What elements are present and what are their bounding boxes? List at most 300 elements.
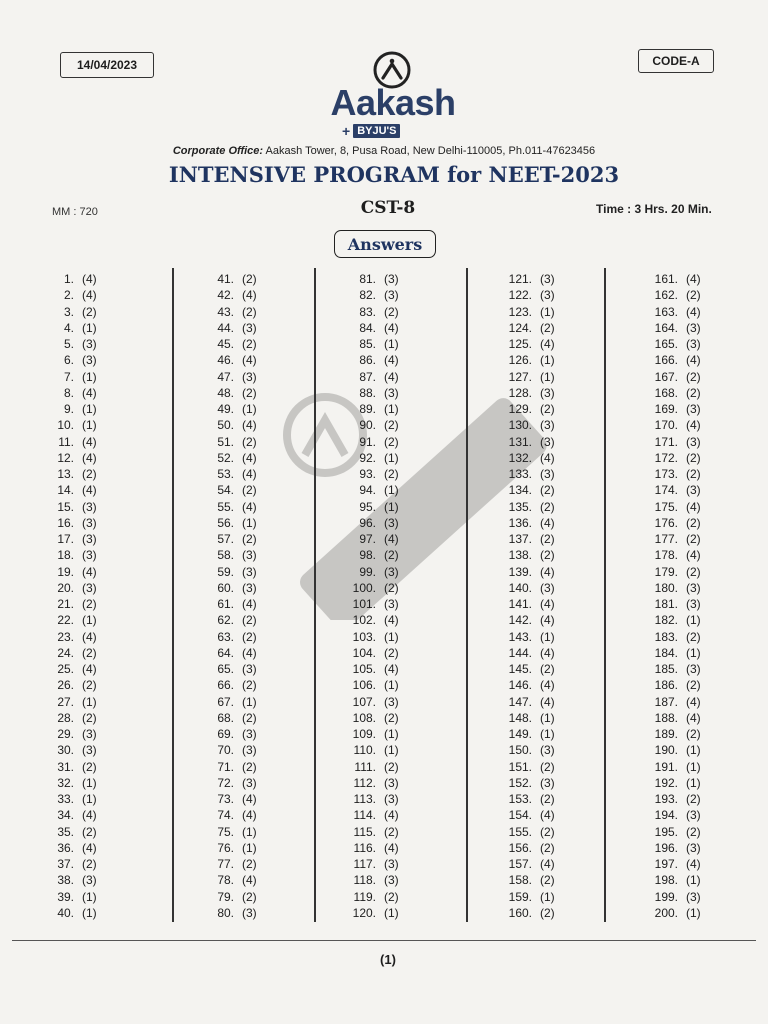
- answer-row: [486, 792, 555, 806]
- answer-option: (4): [540, 613, 555, 627]
- question-number: 73.: [217, 792, 234, 806]
- answer-option: (3): [82, 337, 97, 351]
- answer-option: (2): [540, 532, 555, 546]
- question-number: 129.: [508, 402, 532, 416]
- answer-row: [40, 857, 97, 871]
- question-number: 10.: [57, 418, 74, 432]
- answer-option: (4): [540, 565, 555, 579]
- answer-row: [40, 890, 97, 904]
- answer-row: [632, 613, 701, 627]
- answer-row: [188, 613, 257, 627]
- answer-option: (1): [540, 711, 555, 725]
- answers-heading-label: Answers: [347, 234, 423, 254]
- answer-row: [632, 857, 701, 871]
- answer-row: [632, 743, 701, 757]
- answer-row: [40, 711, 97, 725]
- answer-option: (3): [686, 435, 701, 449]
- question-number: 79.: [217, 890, 234, 904]
- answer-row: [40, 548, 97, 562]
- answer-row: [330, 743, 399, 757]
- answer-row: [330, 873, 399, 887]
- question-number: 29.: [57, 727, 74, 741]
- question-number: 184.: [654, 646, 678, 660]
- answer-row: [188, 808, 257, 822]
- answer-row: [632, 565, 701, 579]
- question-number: 96.: [359, 516, 376, 530]
- answer-option: (4): [686, 548, 701, 562]
- question-number: 70.: [217, 743, 234, 757]
- question-number: 74.: [217, 808, 234, 822]
- question-number: 168.: [654, 386, 678, 400]
- answer-option: (3): [686, 483, 701, 497]
- question-number: 67.: [217, 695, 234, 709]
- answer-row: [486, 743, 555, 757]
- answer-option: (4): [540, 337, 555, 351]
- question-number: 131.: [508, 435, 532, 449]
- answer-option: (2): [686, 467, 701, 481]
- answer-row: [632, 548, 701, 562]
- question-number: 156.: [508, 841, 532, 855]
- answer-option: (2): [540, 906, 555, 920]
- answer-option: (3): [242, 776, 257, 790]
- question-number: 35.: [57, 825, 74, 839]
- question-number: 200.: [654, 906, 678, 920]
- question-number: 187.: [654, 695, 678, 709]
- question-number: 37.: [57, 857, 74, 871]
- answer-row: [330, 857, 399, 871]
- answer-row: [188, 873, 257, 887]
- question-number: 4.: [63, 321, 74, 335]
- question-number: 172.: [654, 451, 678, 465]
- question-number: 100.: [352, 581, 376, 595]
- answer-option: (2): [82, 760, 97, 774]
- answer-row: [40, 467, 97, 481]
- question-number: 140.: [508, 581, 532, 595]
- question-number: 103.: [352, 630, 376, 644]
- answer-row: [40, 386, 97, 400]
- question-number: 26.: [57, 678, 74, 692]
- answer-option: (4): [82, 662, 97, 676]
- answer-row: [632, 873, 701, 887]
- answer-row: [188, 906, 257, 920]
- test-code: CST-8: [360, 198, 416, 218]
- question-number: 45.: [217, 337, 234, 351]
- question-number: 151.: [508, 760, 532, 774]
- question-number: 154.: [508, 808, 532, 822]
- answer-option: (2): [686, 565, 701, 579]
- question-number: 135.: [508, 500, 532, 514]
- answer-option: (4): [82, 272, 97, 286]
- exam-duration: Time : 3 Hrs. 20 Min.: [596, 202, 712, 216]
- answer-row: [330, 516, 399, 530]
- answer-option: (4): [82, 630, 97, 644]
- answer-row: [330, 841, 399, 855]
- answer-row: [40, 743, 97, 757]
- question-number: 66.: [217, 678, 234, 692]
- question-number: 130.: [508, 418, 532, 432]
- answer-row: [188, 272, 257, 286]
- answer-option: (3): [242, 906, 257, 920]
- answer-option: (2): [242, 613, 257, 627]
- answer-option: (1): [384, 630, 399, 644]
- answer-row: [486, 630, 555, 644]
- answer-row: [632, 711, 701, 725]
- answer-option: (3): [384, 695, 399, 709]
- answer-option: (4): [384, 841, 399, 855]
- question-number: 105.: [352, 662, 376, 676]
- question-number: 71.: [217, 760, 234, 774]
- answer-option: (4): [686, 695, 701, 709]
- answer-option: (3): [686, 402, 701, 416]
- answer-row: [632, 321, 701, 335]
- answer-row: [330, 646, 399, 660]
- code-box: [638, 49, 714, 73]
- question-number: 165.: [654, 337, 678, 351]
- answer-row: [632, 630, 701, 644]
- answer-option: (4): [540, 678, 555, 692]
- question-number: 106.: [352, 678, 376, 692]
- answer-option: (3): [242, 548, 257, 562]
- answer-row: [188, 435, 257, 449]
- answer-row: [188, 532, 257, 546]
- answer-row: [188, 890, 257, 904]
- answer-row: [486, 451, 555, 465]
- answer-option: (3): [686, 581, 701, 595]
- question-number: 33.: [57, 792, 74, 806]
- answer-row: [188, 483, 257, 497]
- answer-option: (3): [384, 288, 399, 302]
- answer-option: (4): [242, 451, 257, 465]
- answer-option: (3): [540, 418, 555, 432]
- answer-row: [632, 727, 701, 741]
- answer-option: (2): [242, 711, 257, 725]
- answer-row: [40, 402, 97, 416]
- question-number: 53.: [217, 467, 234, 481]
- answer-row: [188, 825, 257, 839]
- question-number: 75.: [217, 825, 234, 839]
- question-number: 148.: [508, 711, 532, 725]
- question-number: 113.: [353, 792, 376, 806]
- question-number: 175.: [654, 500, 678, 514]
- answer-row: [486, 890, 555, 904]
- answer-row: [486, 272, 555, 286]
- answer-row: [188, 337, 257, 351]
- answer-row: [486, 825, 555, 839]
- answer-row: [40, 678, 97, 692]
- answer-row: [330, 760, 399, 774]
- answer-option: (3): [540, 272, 555, 286]
- answer-option: (1): [242, 402, 257, 416]
- answer-option: (3): [686, 808, 701, 822]
- question-number: 48.: [217, 386, 234, 400]
- answer-option: (4): [82, 288, 97, 302]
- footer-rule: [12, 940, 756, 941]
- answer-row: [330, 581, 399, 595]
- answer-option: (3): [686, 890, 701, 904]
- answer-option: (1): [384, 500, 399, 514]
- answer-row: [40, 370, 97, 384]
- answer-option: (4): [242, 418, 257, 432]
- answer-option: (4): [384, 353, 399, 367]
- corporate-address: Aakash Tower, 8, Pusa Road, New Delhi-110005, Ph.011-47623456: [265, 145, 596, 157]
- answer-option: (3): [686, 597, 701, 611]
- answer-row: [188, 370, 257, 384]
- answer-option: (1): [82, 890, 97, 904]
- answer-row: [188, 760, 257, 774]
- question-number: 145.: [508, 662, 532, 676]
- answer-option: (3): [242, 565, 257, 579]
- answer-row: [330, 695, 399, 709]
- question-number: 77.: [217, 857, 234, 871]
- answer-row: [330, 467, 399, 481]
- question-number: 57.: [217, 532, 234, 546]
- answer-row: [486, 321, 555, 335]
- question-number: 27.: [57, 695, 74, 709]
- question-number: 9.: [63, 402, 74, 416]
- question-number: 139.: [508, 565, 532, 579]
- answer-option: (2): [384, 711, 399, 725]
- answer-row: [40, 272, 97, 286]
- answer-option: (3): [540, 743, 555, 757]
- answer-row: [632, 825, 701, 839]
- answer-option: (2): [540, 483, 555, 497]
- question-number: 93.: [359, 467, 376, 481]
- answer-option: (1): [82, 613, 97, 627]
- answer-row: [40, 305, 97, 319]
- answer-row: [632, 808, 701, 822]
- answer-row: [188, 353, 257, 367]
- answer-option: (3): [242, 727, 257, 741]
- question-number: 89.: [359, 402, 376, 416]
- answer-option: (2): [686, 678, 701, 692]
- question-number: 185.: [654, 662, 678, 676]
- answer-option: (1): [82, 695, 97, 709]
- question-number: 149.: [508, 727, 532, 741]
- answer-option: (4): [686, 353, 701, 367]
- answer-row: [40, 695, 97, 709]
- answer-option: (2): [242, 272, 257, 286]
- answer-row: [486, 305, 555, 319]
- question-number: 83.: [359, 305, 376, 319]
- question-number: 76.: [217, 841, 234, 855]
- answer-option: (4): [384, 613, 399, 627]
- question-number: 144.: [508, 646, 532, 660]
- answer-row: [486, 483, 555, 497]
- answer-option: (4): [540, 695, 555, 709]
- answer-row: [486, 613, 555, 627]
- question-number: 95.: [359, 500, 376, 514]
- question-number: 194.: [654, 808, 678, 822]
- column-divider: [466, 268, 468, 922]
- question-number: 63.: [217, 630, 234, 644]
- answer-option: (1): [686, 873, 701, 887]
- question-number: 104.: [352, 646, 376, 660]
- answer-option: (2): [384, 548, 399, 562]
- question-number: 6.: [63, 353, 74, 367]
- question-number: 114.: [353, 808, 376, 822]
- question-number: 18.: [57, 548, 74, 562]
- answer-row: [486, 857, 555, 871]
- question-number: 12.: [57, 451, 74, 465]
- question-number: 132.: [508, 451, 532, 465]
- column-divider: [172, 268, 174, 922]
- answer-row: [330, 370, 399, 384]
- answer-row: [40, 597, 97, 611]
- answer-option: (4): [82, 386, 97, 400]
- answer-option: (3): [82, 532, 97, 546]
- answer-row: [330, 435, 399, 449]
- answer-option: (2): [540, 548, 555, 562]
- answer-row: [632, 646, 701, 660]
- question-number: 124.: [508, 321, 532, 335]
- question-number: 196.: [654, 841, 678, 855]
- question-number: 8.: [63, 386, 74, 400]
- answer-option: (2): [540, 662, 555, 676]
- question-number: 52.: [217, 451, 234, 465]
- answer-row: [40, 792, 97, 806]
- answers-heading: [334, 230, 436, 258]
- answer-row: [40, 418, 97, 432]
- answer-option: (1): [82, 906, 97, 920]
- question-number: 50.: [217, 418, 234, 432]
- answer-option: (4): [82, 483, 97, 497]
- question-number: 32.: [57, 776, 74, 790]
- question-number: 141.: [508, 597, 532, 611]
- question-number: 199.: [654, 890, 678, 904]
- answer-row: [632, 353, 701, 367]
- answer-option: (2): [686, 532, 701, 546]
- answer-row: [188, 776, 257, 790]
- answer-option: (3): [242, 662, 257, 676]
- answer-option: (1): [384, 451, 399, 465]
- answer-option: (3): [242, 321, 257, 335]
- answer-row: [632, 516, 701, 530]
- answer-option: (2): [384, 305, 399, 319]
- answer-row: [40, 516, 97, 530]
- answer-row: [330, 353, 399, 367]
- question-number: 177.: [654, 532, 678, 546]
- answer-option: (2): [686, 825, 701, 839]
- question-number: 123.: [508, 305, 532, 319]
- question-number: 163.: [654, 305, 678, 319]
- answer-row: [486, 808, 555, 822]
- answer-row: [188, 695, 257, 709]
- answer-row: [632, 906, 701, 920]
- question-number: 158.: [508, 873, 532, 887]
- question-number: 55.: [217, 500, 234, 514]
- answer-option: (3): [540, 581, 555, 595]
- question-number: 90.: [359, 418, 376, 432]
- corporate-office: [0, 145, 768, 157]
- answer-row: [632, 288, 701, 302]
- column-divider: [314, 268, 316, 922]
- answer-row: [330, 321, 399, 335]
- answer-option: (2): [242, 890, 257, 904]
- question-number: 43.: [217, 305, 234, 319]
- column-divider: [604, 268, 606, 922]
- answer-row: [632, 305, 701, 319]
- question-number: 115.: [353, 825, 376, 839]
- answer-row: [188, 451, 257, 465]
- question-number: 193.: [654, 792, 678, 806]
- answer-option: (2): [82, 597, 97, 611]
- answer-option: (1): [686, 906, 701, 920]
- answer-row: [188, 402, 257, 416]
- answer-option: (4): [242, 467, 257, 481]
- answer-option: (2): [82, 305, 97, 319]
- answer-row: [632, 662, 701, 676]
- answer-option: (2): [686, 370, 701, 384]
- question-number: 121.: [508, 272, 532, 286]
- question-number: 88.: [359, 386, 376, 400]
- answer-row: [40, 873, 97, 887]
- answer-row: [188, 597, 257, 611]
- answer-option: (2): [82, 825, 97, 839]
- answer-row: [330, 792, 399, 806]
- answer-row: [486, 467, 555, 481]
- answer-option: (3): [242, 743, 257, 757]
- answer-row: [486, 288, 555, 302]
- question-number: 87.: [359, 370, 376, 384]
- answer-option: (3): [82, 353, 97, 367]
- question-number: 101.: [352, 597, 376, 611]
- answer-option: (1): [384, 402, 399, 416]
- answer-option: (2): [82, 646, 97, 660]
- answer-option: (1): [686, 613, 701, 627]
- answer-option: (1): [82, 776, 97, 790]
- question-number: 188.: [654, 711, 678, 725]
- answer-option: (4): [82, 435, 97, 449]
- answer-row: [486, 711, 555, 725]
- answer-row: [40, 337, 97, 351]
- answer-option: (3): [686, 841, 701, 855]
- answer-row: [40, 435, 97, 449]
- answer-row: [632, 760, 701, 774]
- question-number: 125.: [508, 337, 532, 351]
- answer-option: (2): [540, 321, 555, 335]
- answer-option: (2): [242, 760, 257, 774]
- answer-row: [40, 483, 97, 497]
- answer-option: (4): [384, 321, 399, 335]
- answer-row: [632, 272, 701, 286]
- answer-option: (4): [686, 272, 701, 286]
- answer-row: [330, 288, 399, 302]
- answer-row: [486, 873, 555, 887]
- question-number: 58.: [217, 548, 234, 562]
- answer-row: [486, 548, 555, 562]
- answer-option: (3): [384, 792, 399, 806]
- question-number: 179.: [654, 565, 678, 579]
- question-number: 82.: [359, 288, 376, 302]
- answer-row: [632, 695, 701, 709]
- answer-option: (4): [384, 808, 399, 822]
- answer-row: [632, 337, 701, 351]
- answer-row: [40, 288, 97, 302]
- question-number: 3.: [63, 305, 74, 319]
- answer-option: (3): [384, 776, 399, 790]
- date-box: [60, 52, 154, 78]
- answer-option: (1): [82, 418, 97, 432]
- answer-row: [40, 841, 97, 855]
- answer-row: [632, 792, 701, 806]
- answer-row: [486, 695, 555, 709]
- question-number: 166.: [654, 353, 678, 367]
- answer-row: [486, 435, 555, 449]
- answer-row: [330, 386, 399, 400]
- answer-option: (2): [540, 841, 555, 855]
- answer-option: (2): [242, 305, 257, 319]
- answer-option: (1): [384, 727, 399, 741]
